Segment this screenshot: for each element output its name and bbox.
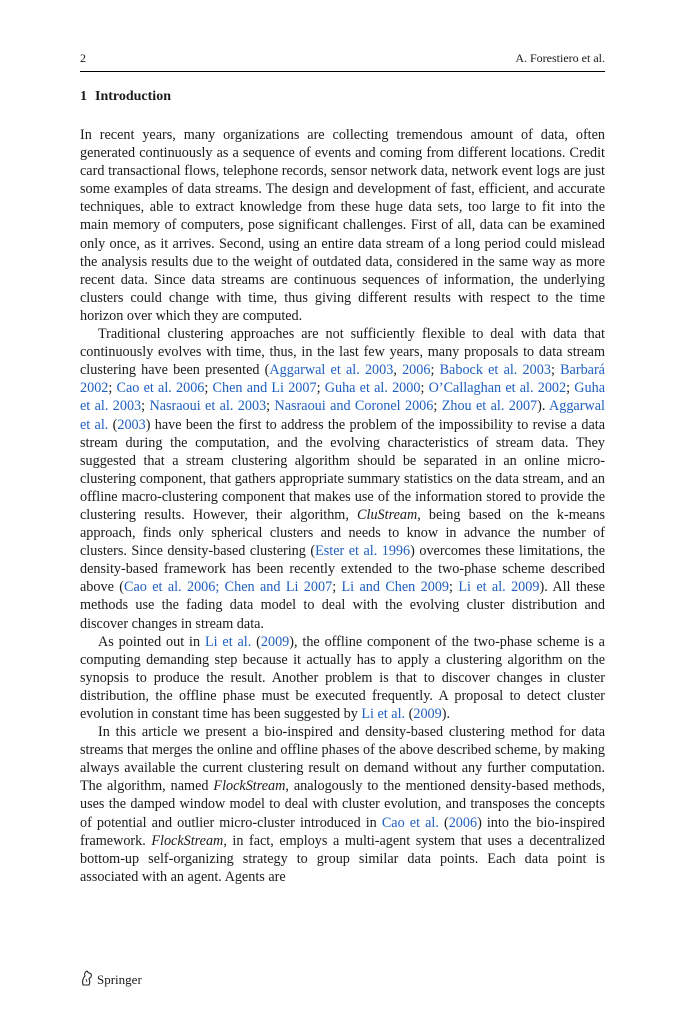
paragraph-3: As pointed out in Li et al. (2009), the offline component of the two-phase scheme is a computing demanding step because it actually has to apply a clustering algorithm on the synopsis to produce the result. Another problem is that to discover changes in cluster distribution, the offline phase must be executed frequently. A proposal to detect cluster evolution in constant time has been suggested by Li et al. (2009). <box>80 633 605 722</box>
citation-link[interactable]: Nasraoui et al. 2003 <box>149 398 267 415</box>
page-number: 2 <box>80 51 86 65</box>
citation-link[interactable]: Chen and Li 2007 <box>212 380 317 397</box>
running-header <box>80 51 605 71</box>
algorithm-name: CluStream <box>357 506 418 523</box>
citation-link[interactable]: Ester et al. 1996 <box>315 543 411 560</box>
citation-link[interactable]: Babock et al. 2003 <box>439 362 551 379</box>
algorithm-name: FlockStream <box>213 778 286 795</box>
citation-link[interactable]: Cao et al. 2006; Chen and Li 2007 <box>123 579 333 596</box>
paragraph-4: In this article we present a bio-inspired and density-based clustering method for data streams that merges the online and offline phases of the above described scheme, by making always available the current clustering result on demand without any further computation. The algorithm, named FlockStream, analogously to the mentioned density-based methods, uses the damped window model to deal with cluster evolution, and transposes the concepts of potential and outlier micro-cluster introduced in Cao et al. (2006) into the bio-inspired framework. FlockStream, in fact, employs a multi-agent system that uses a decentralized bottom-up self-organizing strategy to group similar data points. Each data point is associated with an agent. Agents are <box>80 724 605 885</box>
paragraph-1: In recent years, many organizations are collecting tremendous amount of data, often generated continuously as a sequence of events and coming from different locations. Credit card transactional flows, telephone records, sensor network data, network event logs are just some examples of data streams. The design and development of fast, efficient, and accurate techniques, able to extract knowledge from these huge data sets, too large to fit into the main memory of computers, pose significant challenges. First of all, data can be examined only once, as it arrives. Second, using an entire data stream of a long period could mislead the analysis results due to the weight of outdated data, considered in the same way as more recent data. Since data streams are continuous sequences of information, the underlying clusters could change with time, thus giving different results with respect to the time horizon over which they are computed. <box>80 127 605 324</box>
publisher-footer <box>80 970 142 990</box>
header-rule <box>80 71 605 72</box>
springer-horse-icon <box>80 970 97 990</box>
citation-link[interactable]: 2003 <box>117 416 146 433</box>
citation-link[interactable]: 2006 <box>448 814 478 831</box>
citation-link[interactable]: Guha et al. 2000 <box>324 380 421 397</box>
citation-link[interactable]: Li et al. <box>361 706 406 722</box>
citation-link[interactable]: Barbará 2002 <box>80 362 605 397</box>
citation-link[interactable]: O’Callaghan et al. 2002 <box>428 380 567 397</box>
citation-link[interactable]: Li et al. 2009 <box>458 579 540 596</box>
citation-link[interactable]: Aggarwal et al. 2003 <box>269 362 394 379</box>
article-body <box>80 126 605 886</box>
publisher-name: Springer <box>97 972 142 987</box>
citation-link[interactable]: Cao et al. 2006 <box>116 380 205 397</box>
citation-link[interactable]: 2009 <box>413 706 442 722</box>
citation-link[interactable]: Guha et al. 2003 <box>80 380 606 415</box>
citation-link[interactable]: Li and Chen 2009 <box>341 579 450 596</box>
algorithm-name: FlockStream <box>151 832 224 849</box>
citation-link[interactable]: 2006 <box>402 362 431 379</box>
section-heading <box>80 89 171 105</box>
citation-link[interactable]: Zhou et al. 2007 <box>441 398 538 415</box>
running-head-authors: A. Forestiero et al. <box>515 51 605 65</box>
section-title: Introduction <box>95 89 171 104</box>
citation-link[interactable]: Nasraoui and Coronel 2006 <box>274 398 434 415</box>
section-number: 1 <box>80 89 87 104</box>
citation-link[interactable]: Cao et al. <box>381 814 439 831</box>
citation-link[interactable]: Li et al. <box>204 633 252 650</box>
paragraph-2: Traditional clustering approaches are not sufficiently flexible to deal with data that continuously evolves with time, thus, in the last few years, many proposals to data stream clustering have been presented (Aggarwal et al. 2003, 2006; Babock et al. 2003; Barbará 2002; Cao et al. 2006; Chen and Li 2007; Guha et al. 2000; O’Callaghan et al. 2002; Guha et al. 2003; Nasraoui et al. 2003; Nasraoui and Coronel 2006; Zhou et al. 2007). Aggarwal et al. (2003) have been the first to address the problem of the impossibility to revise a data stream during the computation, and the evolving characteristics of stream data. They suggested that a stream clustering algorithm should be separated in an online micro-clustering component, that gathers appropriate summary statistics on the data stream, and an offline macro-clustering component that makes use of the information stored to provide the clustering results. However, their algorithm, CluStream, being based on the k-means approach, finds only spherical clusters and needs to know in advance the number of clusters. Since density-based clustering (Ester et al. 1996) overcomes these limitations, the density-based framework has been recently extended to the two-phase scheme described above (Cao et al. 2006; Chen and Li 2007; Li and Chen 2009; Li et al. 2009). All these methods use the fading data model to deal with the evolving cluster distribution and discover changes in stream data. <box>80 326 606 632</box>
citation-link[interactable]: 2009 <box>260 633 290 650</box>
citation-link[interactable]: Aggarwal et al. <box>80 398 605 433</box>
